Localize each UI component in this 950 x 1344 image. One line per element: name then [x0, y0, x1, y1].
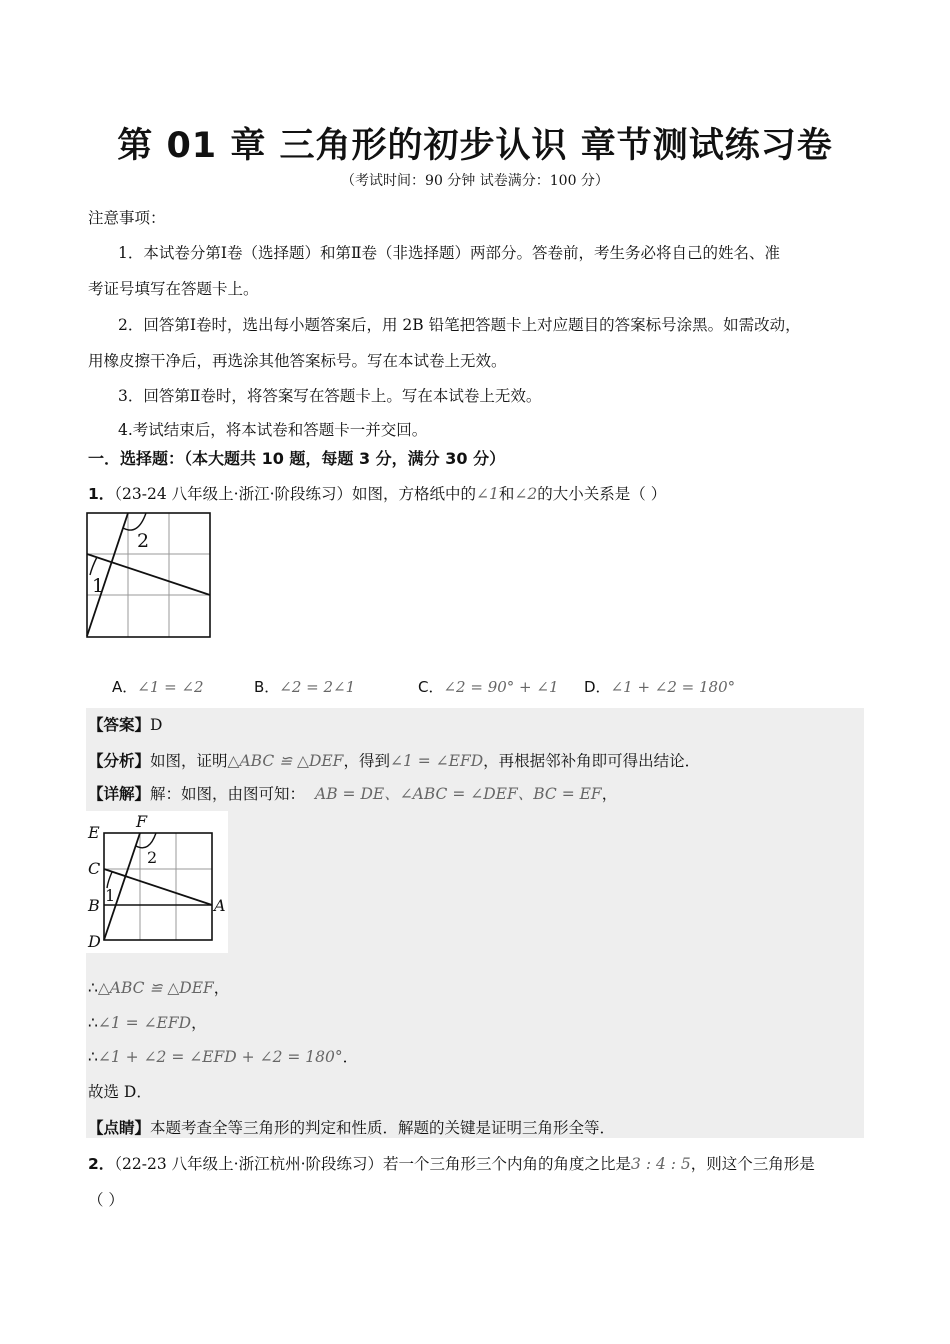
note-1-line-2: 考证号填写在答题卡上。: [88, 280, 259, 298]
detail-text: 解：如图，由图可知：: [150, 785, 306, 803]
step-math: ∠1 = ∠EFD: [97, 1014, 192, 1032]
therefore-symbol: ∴: [88, 1048, 98, 1066]
question-2-bracket: （ ）: [88, 1191, 124, 1209]
analysis-tag: 【分析】: [88, 752, 151, 770]
ratio-math: 3 : 4 : 5: [631, 1155, 691, 1173]
point-e-label: E: [88, 823, 100, 842]
solution-figure: [86, 811, 228, 953]
figure-label-1: 1: [92, 575, 105, 597]
option-c[interactable]: [418, 676, 559, 697]
answer-line: [88, 713, 868, 735]
page-title: 第 01 章 三角形的初步认识 章节测试练习卷: [117, 126, 833, 166]
option-expression: ∠2 = 90° + ∠1: [443, 678, 559, 696]
step-punct: ，: [213, 979, 230, 997]
analysis-math: ∠1 = ∠EFD: [389, 752, 484, 770]
option-letter: A．: [112, 678, 138, 696]
question-number: 1．: [88, 485, 115, 503]
answer-tag: 【答案】: [88, 716, 151, 734]
question-number: 2．: [88, 1155, 115, 1173]
step-3: [88, 1045, 868, 1067]
step-punct: ．: [342, 1048, 359, 1066]
note-4: 4.考试结束后，将本试卷和答题卡一并交回。: [118, 421, 428, 439]
step-1: [88, 976, 868, 998]
comment-tag: 【点睛】: [88, 1119, 151, 1137]
question-source: （22-23 八年级上·浙江杭州·阶段练习）: [114, 1155, 384, 1173]
figure-label-2: 2: [147, 848, 158, 867]
option-letter: B．: [254, 678, 280, 696]
option-letter: C．: [418, 678, 444, 696]
point-f-label: F: [136, 812, 148, 831]
question-text: ，则这个三角形是: [690, 1155, 815, 1173]
analysis-text: 如图，证明: [150, 752, 228, 770]
analysis-line: [88, 749, 868, 771]
angle-1-symbol: ∠1: [476, 485, 499, 503]
figure-label-2: 2: [137, 530, 150, 552]
analysis-text: ，再根据邻补角即可得出结论．: [483, 752, 701, 770]
therefore-symbol: ∴: [88, 979, 98, 997]
option-a[interactable]: [112, 676, 204, 697]
question-1-stem: [88, 482, 868, 504]
option-expression: ∠1 = ∠2: [137, 678, 204, 696]
detail-line: [88, 782, 868, 804]
figure-label-1: 1: [105, 886, 116, 905]
analysis-math: △ABC ≌ △DEF: [227, 752, 344, 770]
point-a-label: A: [214, 896, 226, 915]
question-source: （23-24 八年级上·浙江·阶段练习）: [114, 485, 353, 503]
question-text: 如图，方格纸中的: [352, 485, 477, 503]
question-2-stem: [88, 1152, 868, 1174]
detail-text: ，: [601, 785, 618, 803]
point-c-label: C: [88, 859, 101, 878]
detail-math: AB = DE、∠ABC = ∠DEF、BC = EF: [315, 785, 602, 803]
detail-tag: 【详解】: [88, 785, 151, 803]
point-d-label: D: [88, 932, 101, 951]
step-punct: ，: [191, 1014, 207, 1032]
question-1-figure: [86, 512, 212, 639]
step-math: ∠1 + ∠2 = ∠EFD + ∠2 = 180°: [97, 1048, 343, 1066]
exam-info: （考试时间：90 分钟 试卷满分：100 分）: [341, 173, 609, 189]
point-b-label: B: [88, 896, 100, 915]
note-2-line-1: 2．回答第Ⅰ卷时，选出每小题答案后，用 2B 铅笔把答题卡上对应题目的答案标号涂黑。如需改动，: [118, 316, 801, 334]
answer-value: D: [150, 716, 163, 734]
notes-heading: 注意事项：: [88, 209, 166, 227]
note-2-line-2: 用橡皮擦干净后，再选涂其他答案标号。写在本试卷上无效。: [88, 352, 507, 370]
option-b[interactable]: [254, 676, 355, 697]
option-expression: ∠1 + ∠2 = 180°: [610, 678, 736, 696]
angle-2-symbol: ∠2: [514, 485, 538, 503]
comment-text: 本题考查全等三角形的判定和性质．解题的关键是证明三角形全等．: [150, 1119, 616, 1137]
comment-line: [88, 1116, 868, 1138]
option-letter: D．: [584, 678, 611, 696]
choose-line: 故选 D．: [88, 1083, 152, 1101]
question-text: 的大小关系是（ ）: [537, 485, 667, 503]
note-1-line-1: 1．本试卷分第Ⅰ卷（选择题）和第Ⅱ卷（非选择题）两部分。答卷前，考生务必将自己的姓名、准: [118, 244, 781, 262]
note-3: 3．回答第Ⅱ卷时，将答案写在答题卡上。写在本试卷上无效。: [118, 387, 542, 405]
option-expression: ∠2 = 2∠1: [279, 678, 356, 696]
question-text: 若一个三角形三个内角的角度之比是: [383, 1155, 632, 1173]
analysis-text: ，得到: [343, 752, 390, 770]
section-heading: 一．选择题：（本大题共 10 题，每题 3 分，满分 30 分）: [88, 449, 506, 468]
step-math: △ABC ≌ △DEF: [97, 979, 214, 997]
option-d[interactable]: [584, 676, 735, 697]
question-text: 和: [498, 485, 515, 503]
therefore-symbol: ∴: [88, 1014, 98, 1032]
step-2: [88, 1011, 868, 1033]
